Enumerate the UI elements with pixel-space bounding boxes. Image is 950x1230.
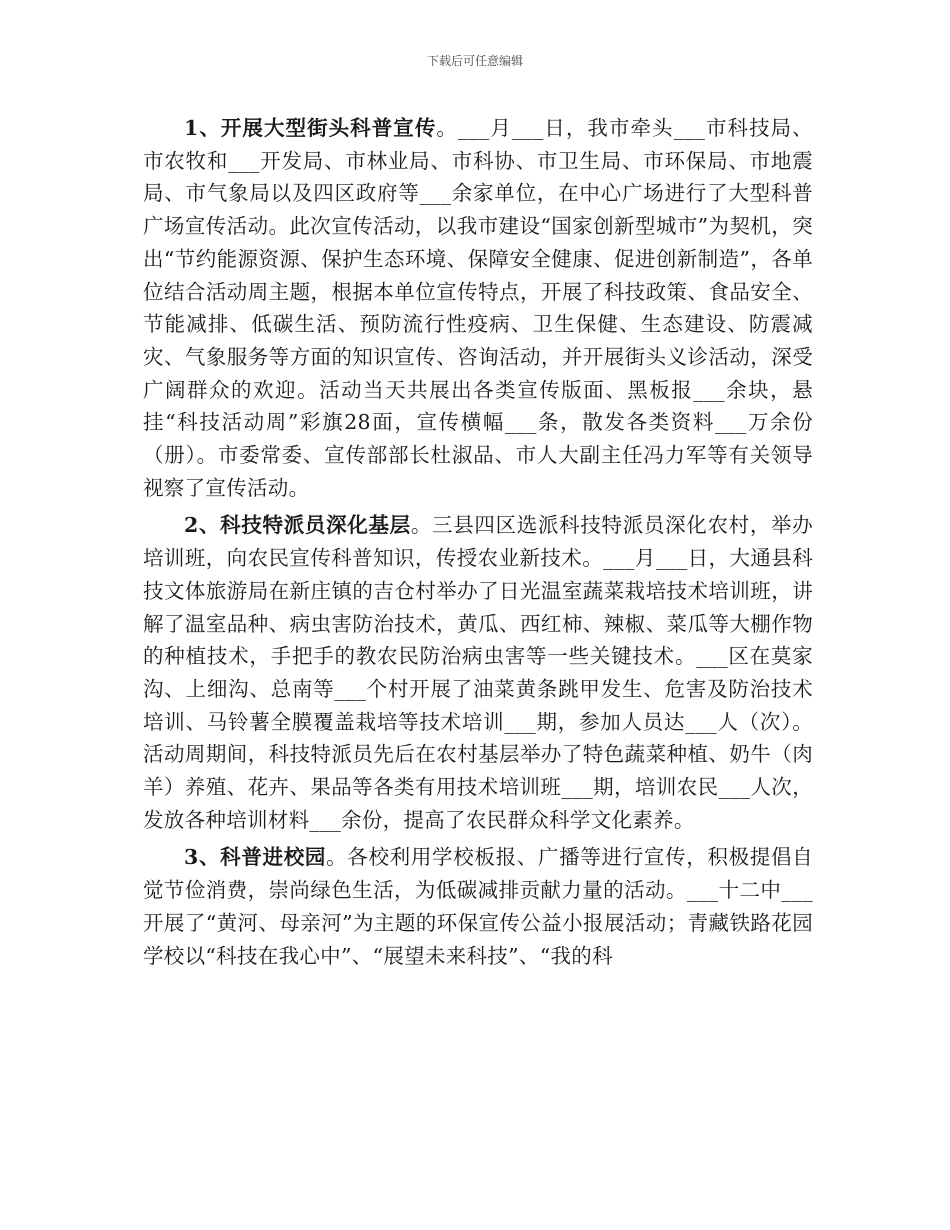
paragraph-3 [143, 841, 813, 972]
section-2-text: 。三县四区选派科技特派员深化农村，举办培训班，向农民宣传科普知识，传授农业新技术。___月___日，大通县科技文体旅游局在新庄镇的吉仓村举办了日光温室蔬菜栽培技术培训班，讲解了温室品种、病虫害防治技术，黄瓜、西红柿、辣椒、菜瓜等大棚作物的种植技术，手把手的教农民防治病虫害等一些关键技术。___区在莫家沟、上细沟、总南等___个村开展了油菜黄条跳甲发生、危害及防治技术培训、马铃薯全膜覆盖栽培等技术培训___期，参加人员达___人（次）。活动周期间，科技特派员先后在农村基层举办了特色蔬菜种植、奶牛（肉羊）养殖、花卉、果品等各类有用技术培训班___期，培训农民___人次，发放各种培训材料___余份，提高了农民群众科学文化素养。 [143, 513, 813, 832]
section-3-text: 。各校利用学校板报、广播等进行宣传，积极提倡自觉节俭消费，崇尚绿色生活，为低碳减排贡献力量的活动。___十二中___开展了“黄河、母亲河”为主题的环保宣传公益小报展活动；青藏铁路花园学校以“科技在我心中”、“展望未来科技”、“我的科 [143, 845, 813, 968]
page-header: 下载后可任意编辑 [426, 54, 523, 68]
paragraph-1 [143, 112, 813, 504]
section-2-heading: 2、科技特派员深化基层 [184, 513, 411, 538]
section-1-heading: 1、开展大型街头科普宣传 [184, 116, 437, 140]
paragraph-2 [143, 509, 813, 836]
document-body [143, 112, 813, 972]
section-1-text: 。___月___日，我市牵头___市科技局、市农牧和___开发局、市林业局、市科协、市卫生局、市环保局、市地震局、市气象局以及四区政府等___余家单位，在中心广场进行了大型科普广场宣传活动。此次宣传活动，以我市建设“国家创新型城市”为契机，突出“节约能源资源、保护生态环境、保障安全健康、促进创新制造”，各单位结合活动周主题，根据本单位宣传特点，开展了科技政策、食品安全、节能减排、低碳生活、预防流行性疫病、卫生保健、生态建设、防震减灾、气象服务等方面的知识宣传、咨询活动，并开展街头义诊活动，深受广阔群众的欢迎。活动当天共展出各类宣传版面、黑板报___余块，悬挂“科技活动周”彩旗28面，宣传横幅___条，散发各类资料___万余份（册）。市委常委、宣传部部长杜淑品、市人大副主任冯力军等有关领导视察了宣传活动。 [143, 116, 813, 500]
section-3-heading: 3、科普进校园 [184, 845, 327, 870]
